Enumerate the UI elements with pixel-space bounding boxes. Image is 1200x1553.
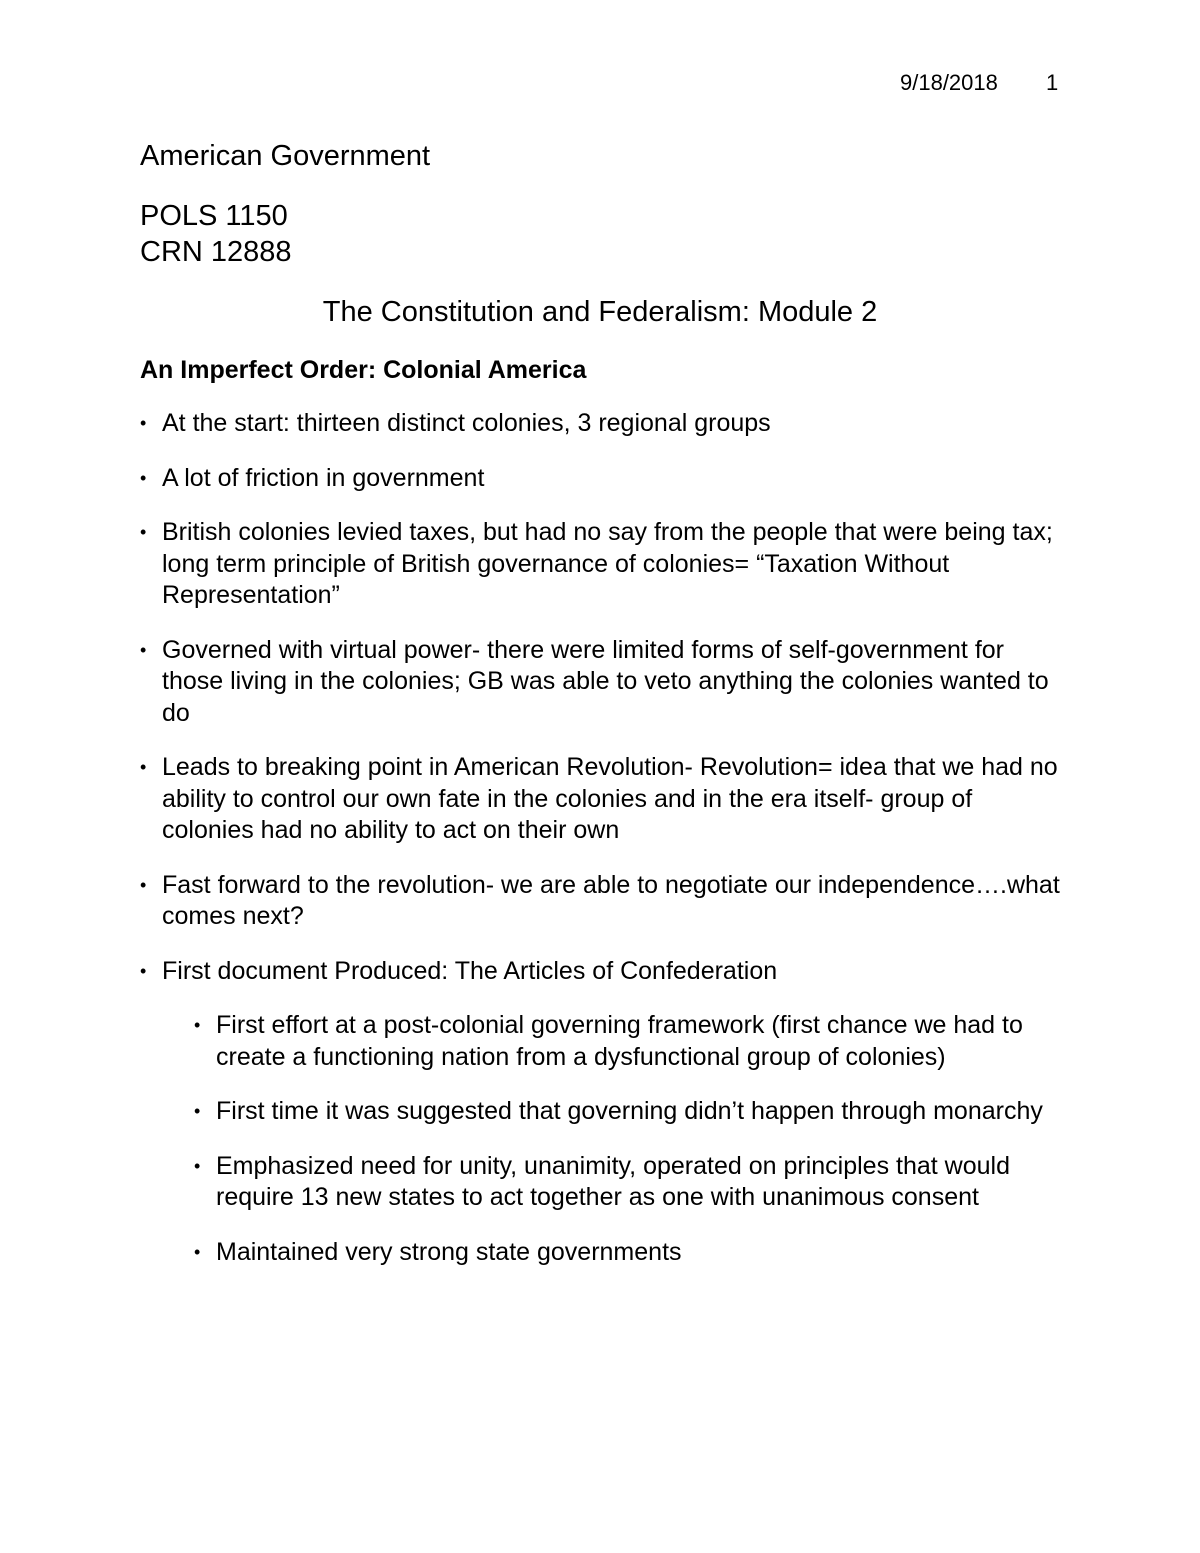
course-code: POLS 1150 (140, 200, 288, 232)
list-item-text: Fast forward to the revolution- we are able to negotiate our independence….what comes next? (162, 870, 1060, 930)
list-item-text: First document Produced: The Articles of Confederation (162, 956, 778, 985)
header-date: 9/18/2018 (900, 70, 998, 95)
bullet-icon: • (194, 1241, 201, 1262)
bullet-icon: • (194, 1015, 201, 1035)
sub-list-item (194, 1096, 1060, 1128)
bullet-icon: • (140, 522, 147, 542)
sub-list-item-text: First effort at a post-colonial governing framework (first chance we had to create a functioning nation from a dysfunctional group of colonies) (216, 1011, 1023, 1071)
sub-list-item (194, 1151, 1060, 1214)
bullet-icon: • (194, 1155, 201, 1176)
page-number: 1 (1046, 70, 1059, 95)
list-item-text: Leads to breaking point in American Revolution- Revolution= idea that we had no ability to control our own fate in the colonies and in the era itself- group of colonies had no ability to act on their own (162, 753, 1058, 844)
bullet-icon: • (194, 1101, 201, 1121)
list-item (140, 870, 1060, 933)
list-item (140, 517, 1060, 612)
bullet-icon: • (140, 960, 147, 981)
list-item (140, 752, 1060, 847)
section-heading: An Imperfect Order: Colonial America (140, 356, 587, 384)
list-item-text: A lot of friction in government (162, 463, 485, 492)
list-item-text: Governed with virtual power- there were limited forms of self-government for those living in the colonies; GB was able to veto anything the colonies wanted to do (162, 635, 1049, 727)
list-item (140, 408, 1060, 440)
course-crn: CRN 12888 (140, 236, 292, 268)
list-item (140, 956, 1060, 988)
bullet-icon: • (140, 639, 147, 660)
module-title: The Constitution and Federalism: Module 2 (322, 296, 878, 328)
bullet-icon: • (140, 874, 147, 895)
sub-list-item-text: Emphasized need for unity, unanimity, operated on principles that would require 13 new states to act together as one with unanimous consent (216, 1151, 1010, 1211)
list-item-text: At the start: thirteen distinct colonies, 3 regional groups (162, 409, 771, 437)
sub-list-item (194, 1237, 1060, 1269)
list-item-text: British colonies levied taxes, but had no say from the people that were being tax; long term principle of British governance of colonies= “Taxation Without Representation” (162, 518, 1053, 609)
bullet-icon: • (140, 467, 147, 488)
list-item (140, 463, 1060, 495)
bullet-icon: • (140, 413, 147, 433)
bullet-icon: • (140, 757, 147, 777)
sub-list-item-text: First time it was suggested that governing didn’t happen through monarchy (216, 1097, 1043, 1125)
course-title: American Government (140, 140, 431, 172)
list-item (140, 635, 1060, 730)
sub-list-item-text: Maintained very strong state governments (216, 1237, 682, 1266)
bullet-list (140, 408, 1060, 1291)
sub-list-item (194, 1010, 1060, 1073)
